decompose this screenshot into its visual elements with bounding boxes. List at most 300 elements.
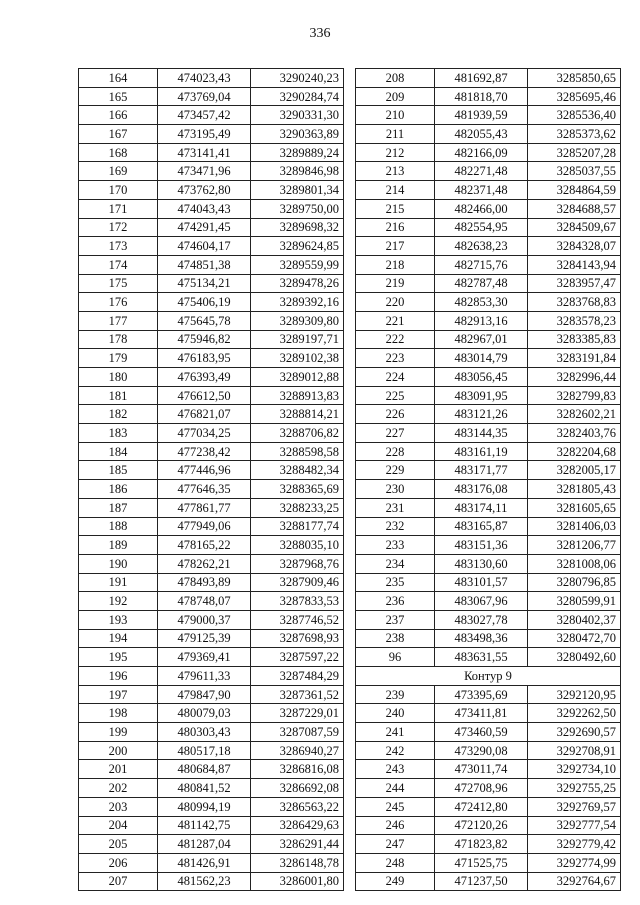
table-row — [356, 610, 621, 629]
coordinate-x: 483144,35 — [435, 424, 528, 443]
coordinate-y: 3285373,62 — [528, 125, 621, 144]
point-number: 207 — [79, 872, 158, 891]
table-row — [356, 405, 621, 424]
coordinate-x: 483056,45 — [435, 368, 528, 387]
point-number: 174 — [79, 255, 158, 274]
coordinate-y: 3281008,06 — [528, 554, 621, 573]
table-row — [356, 816, 621, 835]
coordinate-x: 483014,79 — [435, 349, 528, 368]
coordinate-y: 3292769,57 — [528, 797, 621, 816]
coordinate-y: 3289012,88 — [251, 368, 344, 387]
table-row — [79, 835, 344, 854]
table-row — [356, 386, 621, 405]
point-number: 210 — [356, 106, 435, 125]
point-number: 165 — [79, 87, 158, 106]
coordinate-y: 3289698,32 — [251, 218, 344, 237]
coordinate-y: 3287698,93 — [251, 629, 344, 648]
point-number: 197 — [79, 685, 158, 704]
contour-header-group — [356, 667, 621, 686]
table-row — [79, 517, 344, 536]
point-number: 218 — [356, 255, 435, 274]
table-row — [79, 741, 344, 760]
coordinate-y: 3292734,10 — [528, 760, 621, 779]
table-row — [356, 536, 621, 555]
point-number: 185 — [79, 461, 158, 480]
coordinate-x: 475645,78 — [158, 311, 251, 330]
point-number: 188 — [79, 517, 158, 536]
point-number: 200 — [79, 741, 158, 760]
point-number: 240 — [356, 704, 435, 723]
coordinate-x: 482787,48 — [435, 274, 528, 293]
coordinate-y: 3292262,50 — [528, 704, 621, 723]
point-number: 225 — [356, 386, 435, 405]
coordinate-x: 478262,21 — [158, 554, 251, 573]
point-number: 167 — [79, 125, 158, 144]
point-number: 196 — [79, 667, 158, 686]
coordinate-y: 3288482,34 — [251, 461, 344, 480]
table-row — [79, 330, 344, 349]
coordinate-x: 471823,82 — [435, 835, 528, 854]
point-number: 242 — [356, 741, 435, 760]
coordinate-x: 483027,78 — [435, 610, 528, 629]
coordinate-x: 472120,26 — [435, 816, 528, 835]
coordinate-y: 3288706,82 — [251, 424, 344, 443]
point-number: 213 — [356, 162, 435, 181]
coordinate-x: 477646,35 — [158, 480, 251, 499]
coordinates-table-right — [355, 68, 621, 891]
coordinate-y: 3282204,68 — [528, 442, 621, 461]
point-number: 198 — [79, 704, 158, 723]
table-row — [79, 498, 344, 517]
coordinate-x: 483130,60 — [435, 554, 528, 573]
table-row — [356, 723, 621, 742]
table-row — [79, 274, 344, 293]
point-number: 201 — [79, 760, 158, 779]
coordinate-x: 474023,43 — [158, 69, 251, 88]
coordinate-x: 483176,08 — [435, 480, 528, 499]
coordinate-x: 482466,00 — [435, 199, 528, 218]
coordinate-y: 3284688,57 — [528, 199, 621, 218]
table-row — [356, 629, 621, 648]
coordinate-y: 3292774,99 — [528, 853, 621, 872]
point-number: 191 — [79, 573, 158, 592]
point-number: 220 — [356, 293, 435, 312]
table-row — [79, 293, 344, 312]
table-row — [79, 704, 344, 723]
point-number: 189 — [79, 536, 158, 555]
coordinate-x: 479611,33 — [158, 667, 251, 686]
table-row — [356, 517, 621, 536]
coordinate-x: 482715,76 — [435, 255, 528, 274]
coordinate-x: 482554,95 — [435, 218, 528, 237]
coordinate-y: 3289889,24 — [251, 143, 344, 162]
point-number: 229 — [356, 461, 435, 480]
point-number: 236 — [356, 592, 435, 611]
coordinate-x: 479000,37 — [158, 610, 251, 629]
coordinate-x: 480841,52 — [158, 779, 251, 798]
table-row — [79, 853, 344, 872]
table-row — [356, 162, 621, 181]
coordinate-y: 3284328,07 — [528, 237, 621, 256]
table-row — [356, 330, 621, 349]
coordinate-y: 3289750,00 — [251, 199, 344, 218]
coordinate-x: 483498,36 — [435, 629, 528, 648]
point-number: 243 — [356, 760, 435, 779]
table-row — [79, 143, 344, 162]
point-number: 214 — [356, 181, 435, 200]
point-number: 244 — [356, 779, 435, 798]
point-number: 186 — [79, 480, 158, 499]
table-row — [79, 816, 344, 835]
point-number: 237 — [356, 610, 435, 629]
point-number: 238 — [356, 629, 435, 648]
coordinate-x: 478748,07 — [158, 592, 251, 611]
coordinate-x: 481426,91 — [158, 853, 251, 872]
coordinate-y: 3281805,43 — [528, 480, 621, 499]
coordinate-y: 3288035,10 — [251, 536, 344, 555]
coordinate-y: 3286692,08 — [251, 779, 344, 798]
table-row — [79, 554, 344, 573]
table-row — [356, 199, 621, 218]
point-number: 233 — [356, 536, 435, 555]
coordinate-y: 3282005,17 — [528, 461, 621, 480]
coordinate-y: 3286291,44 — [251, 835, 344, 854]
point-number: 192 — [79, 592, 158, 611]
coordinate-x: 483171,77 — [435, 461, 528, 480]
coordinate-x: 473460,59 — [435, 723, 528, 742]
coordinate-x: 474851,38 — [158, 255, 251, 274]
point-number: 202 — [79, 779, 158, 798]
coordinates-table-right-body — [356, 69, 621, 667]
coordinate-x: 482055,43 — [435, 125, 528, 144]
point-number: 217 — [356, 237, 435, 256]
coordinate-x: 476821,07 — [158, 405, 251, 424]
coordinate-y: 3281206,77 — [528, 536, 621, 555]
table-row — [79, 760, 344, 779]
coordinate-x: 481692,87 — [435, 69, 528, 88]
coordinate-x: 477861,77 — [158, 498, 251, 517]
table-row — [356, 760, 621, 779]
point-number: 227 — [356, 424, 435, 443]
coordinate-y: 3280796,85 — [528, 573, 621, 592]
coordinate-y: 3282602,21 — [528, 405, 621, 424]
coordinate-x: 482913,16 — [435, 311, 528, 330]
table-row — [79, 237, 344, 256]
coordinate-x: 483091,95 — [435, 386, 528, 405]
coordinate-y: 3284143,94 — [528, 255, 621, 274]
coordinate-x: 473290,08 — [435, 741, 528, 760]
page-number: 336 — [309, 26, 331, 41]
table-row — [356, 704, 621, 723]
point-number: 249 — [356, 872, 435, 891]
point-number: 221 — [356, 311, 435, 330]
coordinate-y: 3289846,98 — [251, 162, 344, 181]
point-number: 235 — [356, 573, 435, 592]
coordinate-x: 473769,04 — [158, 87, 251, 106]
coordinate-y: 3285207,28 — [528, 143, 621, 162]
coordinate-x: 482371,48 — [435, 181, 528, 200]
coordinate-y: 3283385,83 — [528, 330, 621, 349]
coordinate-x: 482638,23 — [435, 237, 528, 256]
coordinate-y: 3287229,01 — [251, 704, 344, 723]
table-row — [79, 723, 344, 742]
point-number: 239 — [356, 685, 435, 704]
coordinate-y: 3286563,22 — [251, 797, 344, 816]
table-row — [79, 199, 344, 218]
coordinate-y: 3289309,80 — [251, 311, 344, 330]
coordinate-x: 482271,48 — [435, 162, 528, 181]
coordinate-x: 483101,57 — [435, 573, 528, 592]
table-row — [79, 405, 344, 424]
point-number: 246 — [356, 816, 435, 835]
coordinate-y: 3283768,83 — [528, 293, 621, 312]
coordinate-x: 473457,42 — [158, 106, 251, 125]
contour-header-row — [356, 667, 621, 686]
coordinate-y: 3292764,67 — [528, 872, 621, 891]
table-row — [356, 274, 621, 293]
coordinate-x: 471237,50 — [435, 872, 528, 891]
table-row — [356, 424, 621, 443]
coordinate-x: 482853,30 — [435, 293, 528, 312]
table-row — [356, 741, 621, 760]
point-number: 219 — [356, 274, 435, 293]
table-row — [79, 573, 344, 592]
coordinate-x: 480684,87 — [158, 760, 251, 779]
table-row — [79, 648, 344, 667]
table-row — [79, 480, 344, 499]
coordinate-y: 3289801,34 — [251, 181, 344, 200]
coordinate-y: 3292120,95 — [528, 685, 621, 704]
point-number: 179 — [79, 349, 158, 368]
coordinate-y: 3286429,63 — [251, 816, 344, 835]
coordinate-y: 3286940,27 — [251, 741, 344, 760]
coordinate-x: 483174,11 — [435, 498, 528, 517]
coordinate-x: 483067,96 — [435, 592, 528, 611]
table-row — [79, 536, 344, 555]
table-row — [356, 237, 621, 256]
coordinate-y: 3288177,74 — [251, 517, 344, 536]
point-number: 228 — [356, 442, 435, 461]
coordinate-x: 478493,89 — [158, 573, 251, 592]
coordinate-x: 472708,96 — [435, 779, 528, 798]
table-row — [79, 424, 344, 443]
coordinate-x: 477034,25 — [158, 424, 251, 443]
coordinate-x: 481939,59 — [435, 106, 528, 125]
table-row — [356, 461, 621, 480]
coordinate-y: 3280492,60 — [528, 648, 621, 667]
point-number: 182 — [79, 405, 158, 424]
coordinate-x: 479125,39 — [158, 629, 251, 648]
table-row — [79, 779, 344, 798]
table-row — [356, 554, 621, 573]
point-number: 177 — [79, 311, 158, 330]
table-row — [356, 311, 621, 330]
point-number: 204 — [79, 816, 158, 835]
point-number: 169 — [79, 162, 158, 181]
table-row — [79, 386, 344, 405]
coordinate-x: 477238,42 — [158, 442, 251, 461]
coordinate-x: 483151,36 — [435, 536, 528, 555]
coordinate-y: 3289392,16 — [251, 293, 344, 312]
coordinate-x: 475134,21 — [158, 274, 251, 293]
table-row — [79, 368, 344, 387]
table-row — [79, 797, 344, 816]
point-number: 96 — [356, 648, 435, 667]
table-row — [356, 349, 621, 368]
point-number: 175 — [79, 274, 158, 293]
point-number: 215 — [356, 199, 435, 218]
point-number: 184 — [79, 442, 158, 461]
point-number: 193 — [79, 610, 158, 629]
point-number: 208 — [356, 69, 435, 88]
table-row — [79, 685, 344, 704]
table-row — [79, 872, 344, 891]
point-number: 176 — [79, 293, 158, 312]
table-row — [79, 125, 344, 144]
point-number: 173 — [79, 237, 158, 256]
table-row — [356, 797, 621, 816]
point-number: 187 — [79, 498, 158, 517]
coordinate-x: 473471,96 — [158, 162, 251, 181]
coordinate-x: 471525,75 — [435, 853, 528, 872]
coordinate-y: 3283578,23 — [528, 311, 621, 330]
coordinate-y: 3290240,23 — [251, 69, 344, 88]
coordinates-table-left-body — [79, 69, 344, 891]
point-number: 241 — [356, 723, 435, 742]
coordinate-y: 3292690,57 — [528, 723, 621, 742]
coordinate-y: 3282996,44 — [528, 368, 621, 387]
coordinate-x: 483161,19 — [435, 442, 528, 461]
table-row — [356, 779, 621, 798]
coordinate-y: 3280599,91 — [528, 592, 621, 611]
table-row — [79, 592, 344, 611]
coordinate-x: 473195,49 — [158, 125, 251, 144]
coordinate-y: 3288233,25 — [251, 498, 344, 517]
coordinate-y: 3292779,42 — [528, 835, 621, 854]
table-row — [79, 311, 344, 330]
coordinate-x: 477949,06 — [158, 517, 251, 536]
point-number: 222 — [356, 330, 435, 349]
coordinate-x: 479369,41 — [158, 648, 251, 667]
point-number: 164 — [79, 69, 158, 88]
coordinate-x: 483121,26 — [435, 405, 528, 424]
table-row — [356, 125, 621, 144]
point-number: 234 — [356, 554, 435, 573]
point-number: 166 — [79, 106, 158, 125]
table-row — [79, 667, 344, 686]
point-number: 180 — [79, 368, 158, 387]
coordinate-y: 3286816,08 — [251, 760, 344, 779]
point-number: 216 — [356, 218, 435, 237]
coordinate-y: 3290363,89 — [251, 125, 344, 144]
coordinate-y: 3289478,26 — [251, 274, 344, 293]
coordinate-y: 3287746,52 — [251, 610, 344, 629]
point-number: 245 — [356, 797, 435, 816]
coordinate-y: 3287833,53 — [251, 592, 344, 611]
table-row — [79, 87, 344, 106]
coordinate-x: 473762,80 — [158, 181, 251, 200]
coordinate-y: 3285536,40 — [528, 106, 621, 125]
table-row — [356, 648, 621, 667]
point-number: 232 — [356, 517, 435, 536]
coordinate-y: 3289559,99 — [251, 255, 344, 274]
coordinate-x: 473395,69 — [435, 685, 528, 704]
table-row — [356, 853, 621, 872]
coordinate-x: 473011,74 — [435, 760, 528, 779]
point-number: 224 — [356, 368, 435, 387]
coordinate-y: 3280402,37 — [528, 610, 621, 629]
coordinate-y: 3292755,25 — [528, 779, 621, 798]
coordinate-x: 480079,03 — [158, 704, 251, 723]
table-row — [356, 835, 621, 854]
coordinate-x: 481562,23 — [158, 872, 251, 891]
coordinate-y: 3292708,91 — [528, 741, 621, 760]
coordinate-y: 3292777,54 — [528, 816, 621, 835]
point-number: 181 — [79, 386, 158, 405]
coordinate-x: 482166,09 — [435, 143, 528, 162]
table-row — [356, 106, 621, 125]
table-row — [79, 629, 344, 648]
table-row — [79, 181, 344, 200]
coordinate-x: 475406,19 — [158, 293, 251, 312]
point-number: 199 — [79, 723, 158, 742]
table-row — [356, 872, 621, 891]
coordinate-x: 479847,90 — [158, 685, 251, 704]
coordinate-x: 482967,01 — [435, 330, 528, 349]
table-row — [79, 106, 344, 125]
coordinate-y: 3287909,46 — [251, 573, 344, 592]
table-row — [356, 181, 621, 200]
table-row — [79, 349, 344, 368]
point-number: 194 — [79, 629, 158, 648]
coordinate-x: 480994,19 — [158, 797, 251, 816]
coordinate-y: 3288913,83 — [251, 386, 344, 405]
point-number: 183 — [79, 424, 158, 443]
coordinate-y: 3287484,29 — [251, 667, 344, 686]
table-row — [356, 442, 621, 461]
coordinate-x: 473141,41 — [158, 143, 251, 162]
point-number: 178 — [79, 330, 158, 349]
coordinate-x: 473411,81 — [435, 704, 528, 723]
table-row — [79, 461, 344, 480]
coordinate-y: 3289624,85 — [251, 237, 344, 256]
coordinate-x: 478165,22 — [158, 536, 251, 555]
table-row — [356, 573, 621, 592]
table-row — [356, 498, 621, 517]
coordinate-y: 3285037,55 — [528, 162, 621, 181]
coordinate-x: 475946,82 — [158, 330, 251, 349]
coordinate-x: 481142,75 — [158, 816, 251, 835]
table-row — [356, 592, 621, 611]
point-number: 205 — [79, 835, 158, 854]
table-row — [79, 255, 344, 274]
coordinate-x: 472412,80 — [435, 797, 528, 816]
coordinate-x: 476183,95 — [158, 349, 251, 368]
table-row — [356, 293, 621, 312]
coordinate-x: 474604,17 — [158, 237, 251, 256]
point-number: 211 — [356, 125, 435, 144]
coordinate-x: 474043,43 — [158, 199, 251, 218]
point-number: 190 — [79, 554, 158, 573]
coordinate-y: 3290284,74 — [251, 87, 344, 106]
coordinate-x: 481818,70 — [435, 87, 528, 106]
table-row — [79, 162, 344, 181]
point-number: 172 — [79, 218, 158, 237]
point-number: 195 — [79, 648, 158, 667]
table-row — [79, 69, 344, 88]
coordinate-y: 3285850,65 — [528, 69, 621, 88]
point-number: 170 — [79, 181, 158, 200]
